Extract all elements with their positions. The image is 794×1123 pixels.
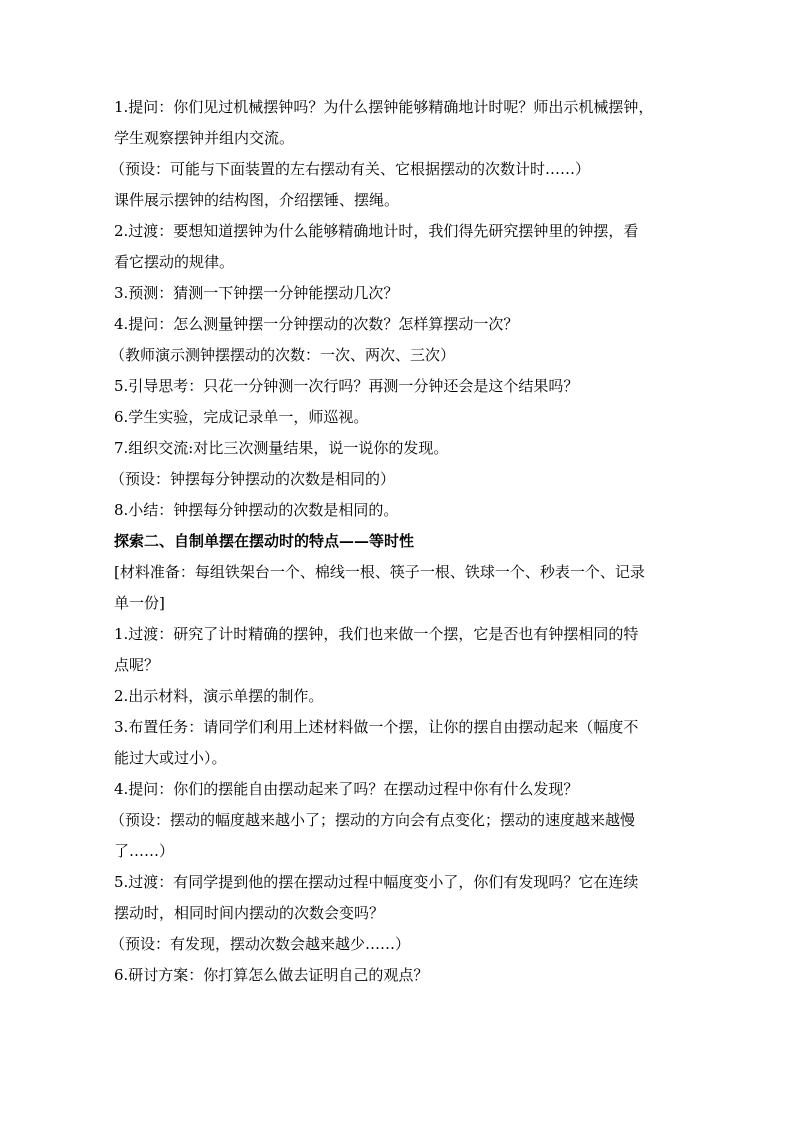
text-line: 1.提问：你们见过机械摆钟吗？为什么摆钟能够精确地计时呢？师出示机械摆钟， [114, 98, 654, 116]
text-line: 3.布置任务：请同学们利用上述材料做一个摆，让你的摆自由摆动起来（幅度不 [114, 718, 639, 736]
text-line: [材料准备：每组铁架台一个、棉线一根、筷子一根、铁球一个、秒表一个、记录 [114, 563, 645, 581]
text-line: 1.过渡：研究了计时精确的摆钟，我们也来做一个摆，它是否也有钟摆相同的特 [114, 625, 639, 643]
text-line: 4.提问：怎么测量钟摆一分钟摆动的次数？怎样算摆动一次？ [114, 315, 519, 333]
text-line: 了……） [114, 842, 175, 860]
text-line: （预设：摆动的幅度越来越小了；摆动的方向会有点变化；摆动的速度越来越慢 [110, 811, 636, 829]
text-line: （预设：有发现，摆动次数会越来越少……） [110, 935, 411, 953]
text-line: 3.预测：猜测一下钟摆一分钟能摆动几次？ [114, 284, 399, 302]
document-body [110, 92, 680, 991]
text-line: 2.过渡：要想知道摆钟为什么能够精确地计时，我们得先研究摆钟里的钟摆，看 [114, 222, 639, 240]
text-line: 5.过渡：有同学提到他的摆在摆动过程中幅度变小了，你们有发现吗？它在连续 [114, 873, 639, 891]
text-line: 4.提问：你们的摆能自由摆动起来了吗？在摆动过程中你有什么发现？ [114, 780, 579, 798]
text-line: 2.出示材料，演示单摆的制作。 [114, 687, 324, 705]
text-line: 能过大或过小）。 [114, 749, 227, 767]
text-line: 5.引导思考：只花一分钟测一次行吗？再测一分钟还会是这个结果吗？ [114, 377, 579, 395]
text-line: 7.组织交流:对比三次测量结果，说一说你的发现。 [114, 439, 449, 457]
text-line: 看它摆动的规律。 [114, 253, 235, 271]
text-line: （教师演示测钟摆摆动的次数：一次、两次、三次） [110, 346, 456, 364]
text-line: 课件展示摆钟的结构图，介绍摆锤、摆绳。 [114, 191, 400, 209]
text-line: 单一份] [114, 594, 165, 612]
text-line: （预设：钟摆每分钟摆动的次数是相同的） [110, 470, 396, 488]
text-line: （预设：可能与下面装置的左右摆动有关、它根据摆动的次数计时……） [110, 160, 591, 178]
text-line: 学生观察摆钟并组内交流。 [114, 129, 295, 147]
section-heading: 探索二、自制单摆在摆动时的特点——等时性 [114, 532, 415, 550]
text-line: 6.学生实验，完成记录单一，师巡视。 [114, 408, 369, 426]
text-line: 6.研讨方案：你打算怎么做去证明自己的观点？ [114, 966, 429, 984]
text-line: 8.小结：钟摆每分钟摆动的次数是相同的。 [114, 501, 399, 519]
text-line: 摆动时，相同时间内摆动的次数会变吗？ [114, 904, 385, 922]
text-line: 点呢？ [114, 656, 160, 674]
